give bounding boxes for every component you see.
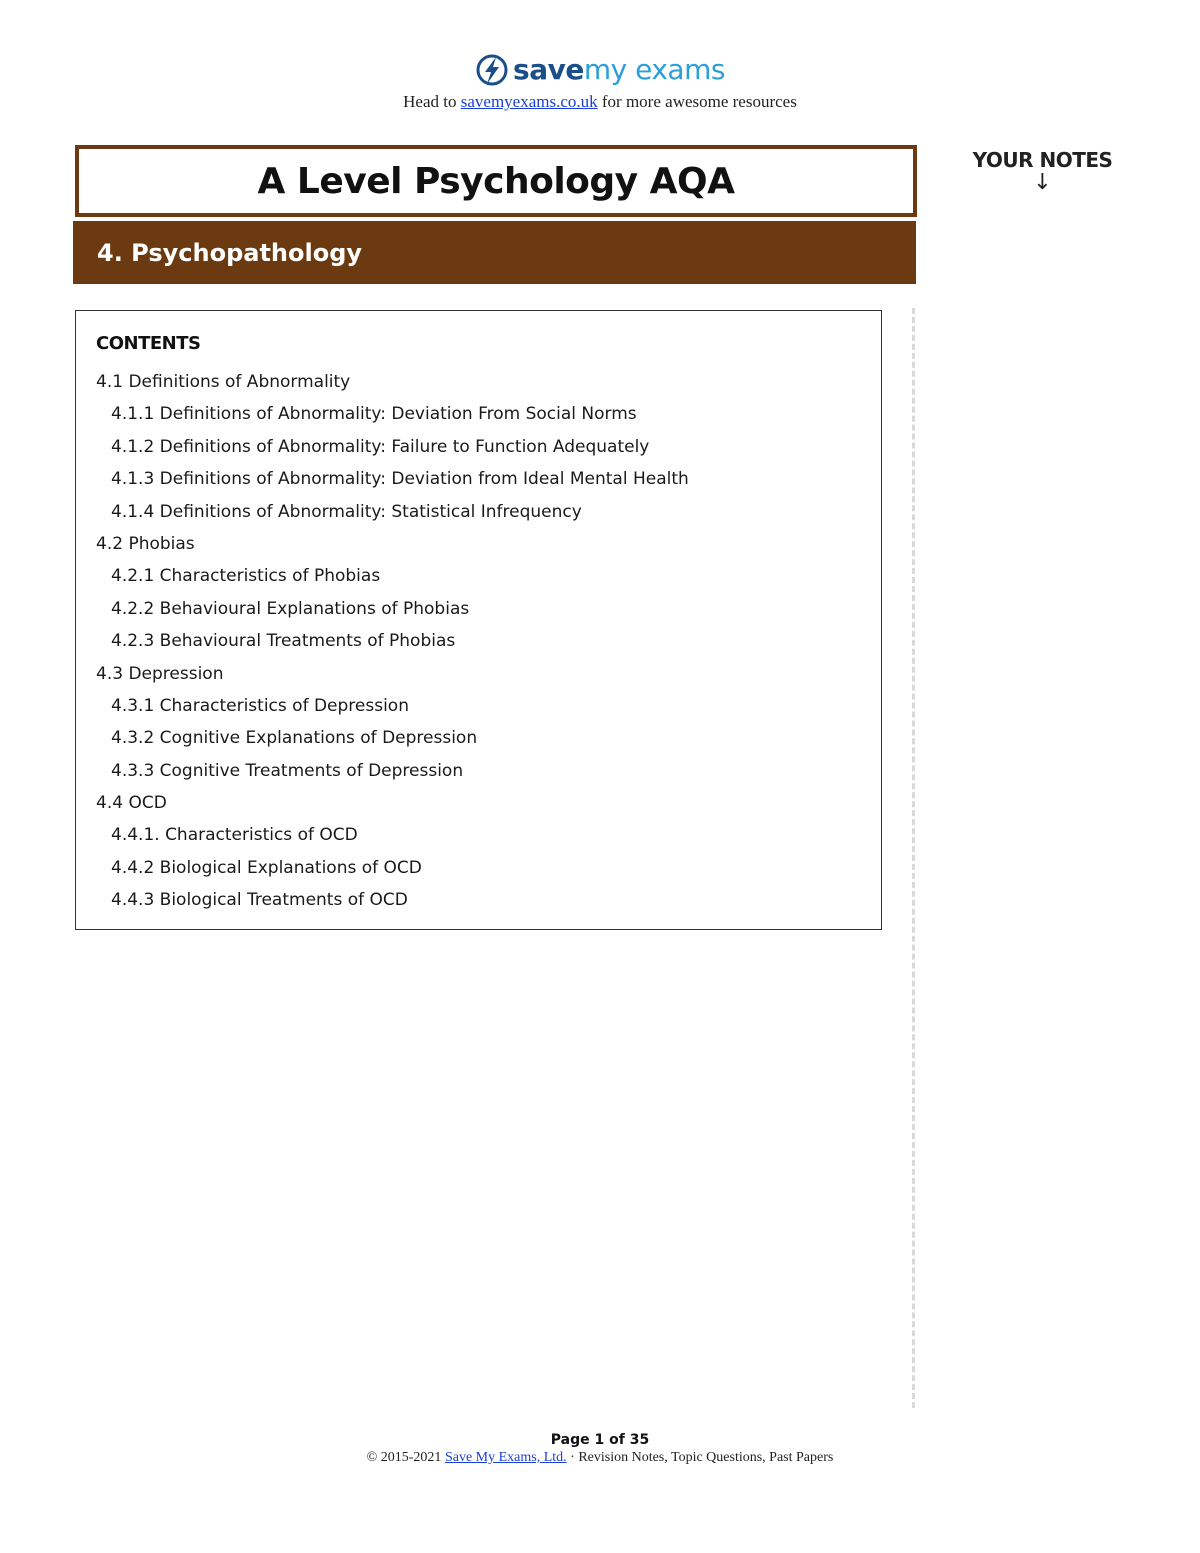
toc-item[interactable]: 4.1.3 Definitions of Abnormality: Deviation from Ideal Mental Health	[111, 469, 689, 490]
tagline-prefix: Head to	[403, 92, 457, 111]
copyright-line	[0, 1450, 1200, 1466]
logo-save-text: save	[513, 53, 584, 86]
document-title: A Level Psychology AQA	[257, 160, 735, 202]
section-title: 4. Psychopathology	[97, 238, 363, 267]
toc-item[interactable]: 4.1.4 Definitions of Abnormality: Statistical Infrequency	[111, 501, 582, 522]
toc-item[interactable]: 4.4.1. Characteristics of OCD	[111, 825, 358, 846]
toc-item[interactable]: 4.3 Depression	[96, 663, 224, 684]
document-title-box	[75, 145, 917, 217]
header-tagline	[0, 92, 1200, 112]
logo-rest-text: my exams	[583, 53, 725, 86]
toc-item[interactable]: 4.3.2 Cognitive Explanations of Depression	[111, 728, 478, 749]
page-header	[0, 48, 1200, 112]
lightning-bolt-icon	[475, 53, 509, 87]
save-my-exams-link[interactable]: Save My Exams, Ltd.	[444, 1450, 567, 1465]
your-notes-label: YOUR NOTES	[972, 148, 1113, 172]
save-my-exams-logo[interactable]	[475, 48, 725, 92]
down-arrow-icon: ↓	[1033, 170, 1052, 195]
toc-item[interactable]: 4.3.1 Characteristics of Depression	[111, 695, 409, 716]
toc-item[interactable]: 4.1.2 Definitions of Abnormality: Failure to Function Adequately	[111, 436, 650, 457]
tagline-suffix: for more awesome resources	[601, 92, 797, 111]
page-number: Page 1 of 35	[550, 1432, 650, 1448]
toc-item[interactable]: 4.1 Definitions of Abnormality	[96, 372, 351, 392]
contents-heading: CONTENTS	[96, 333, 201, 354]
toc-item[interactable]: 4.2.3 Behavioural Treatments of Phobias	[111, 631, 456, 652]
copyright-prefix: © 2015-2021	[366, 1450, 442, 1465]
savemyexams-link[interactable]: savemyexams.co.uk	[460, 92, 598, 111]
section-bar	[73, 221, 916, 284]
toc-item[interactable]: 4.3.3 Cognitive Treatments of Depression	[111, 760, 464, 781]
contents-box	[75, 310, 882, 930]
toc-item[interactable]: 4.2 Phobias	[96, 533, 195, 554]
toc-item[interactable]: 4.4.2 Biological Explanations of OCD	[111, 857, 422, 878]
toc-item[interactable]: 4.1.1 Definitions of Abnormality: Deviation From Social Norms	[111, 404, 637, 425]
your-notes-column-header	[960, 148, 1125, 194]
notes-divider	[912, 308, 915, 1408]
toc-item[interactable]: 4.2.1 Characteristics of Phobias	[111, 566, 381, 587]
copyright-suffix: · Revision Notes, Topic Questions, Past Papers	[570, 1450, 834, 1465]
contents-list	[96, 366, 881, 917]
toc-item[interactable]: 4.4.3 Biological Treatments of OCD	[111, 890, 408, 911]
toc-item[interactable]: 4.4 OCD	[96, 793, 167, 814]
page-footer	[0, 1432, 1200, 1466]
toc-item[interactable]: 4.2.2 Behavioural Explanations of Phobias	[111, 598, 470, 619]
